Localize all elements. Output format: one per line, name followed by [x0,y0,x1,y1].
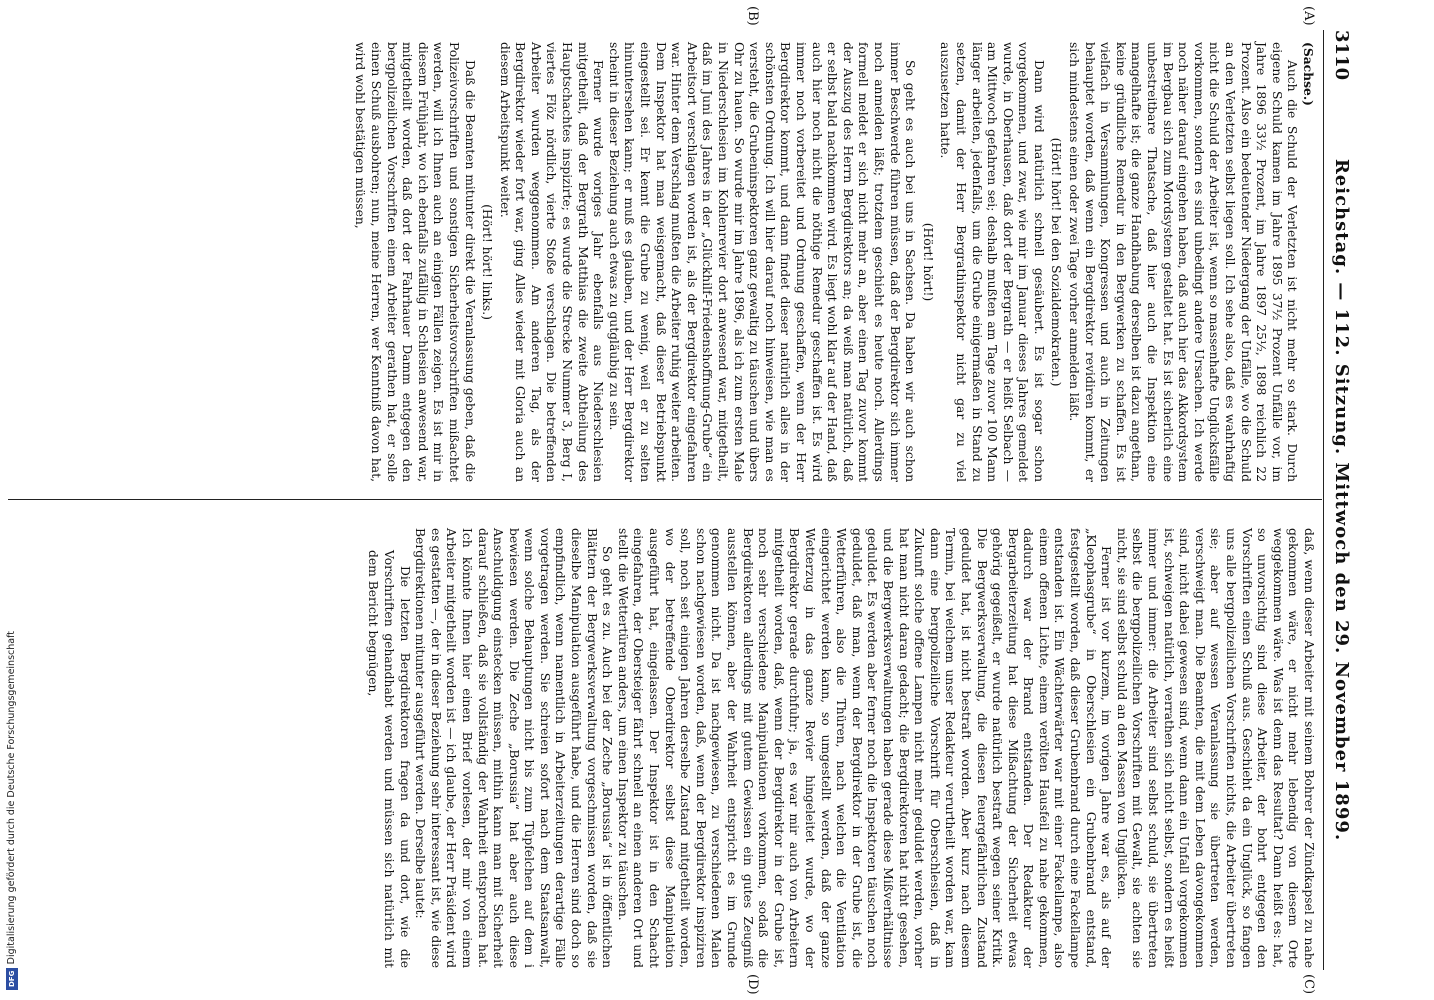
margin-marker-a: (A) [1301,6,1316,26]
paragraph: daß, wenn dieser Arbeiter mit seinem Bohrer der Zündkapsel zu nahe gekommen wäre, er nicht mehr lebendig von diesem Orte weggekommen wäre. Was ist denn das Resultat? Dann heißt es: hat, so unvorsichtig sind diese Arbeiter, der bohrt entgegen den Vorschriften einen Schuß aus. Geschieht da ein Unglück, so fangen uns alle bergpolizeilichen Vorschriften nichts, die Arbeiter übertreten sie; aber auf wessen Veranlassung sie übertreten werden, verschweigt man. Die Beamten, die mit dem Leben davongekommen sind, nicht dabei gewesen sind, wenn dann ein Unfall vorgekommen ist, schweigen natürlich, verrathen sich nicht selbst, sondern es heißt immer und immer: die Arbeiter sind selbst schuld, sie übertreten selbst die bergpolizeilichen Vorschriften mit Gewalt, sie achten sie nicht, sie sind selbst schuld an den Massen von Unglücken. [1114,528,1316,968]
paragraph: Auch die Schuld der Verletzten ist nicht mehr so stark. Durch eigene Schuld kamen im Jahre 1895 37½ Prozent Unfälle vor, im Jahre 1896 33½ Prozent, im Jahre 1897 25½, 1898 reichlich 22 Prozent. Also ein bedeutender Niedergang der Unfälle, wo die Schuld an den Verletzten selbst liegen soll. Ich sehe also, daß es wahrhaftig nicht die Schuld der Arbeiter ist, wenn so massenhafte Unglücksfälle vorkommen, sondern es sind unbedingt andere Ursachen. Ich werde noch näher darauf eingehen haben, daß auch hier das Akkordsystem im Bergbau sich zum Mordsystem gestaltet hat. Es ist sicherlich eine unbestreitbare Thatsache, daß hier auch die Inspektion eine mangelhafte ist; die ganze Handhabung derselben ist dazu angethan, keine gründliche Remedur in den Bergwerken zu schaffen. Es ist vielfach in Versammlungen, Kongressen und auch in Zeitungen behauptet worden, daß wenn ein Bergdirektor revidiren kommt, er sich mindestens einen oder zwei Tage vorher anmelden läßt. [1067,42,1300,482]
paragraph: So geht es zu. Auch bei der Zeche „Borussia“ ist in öffentlichen Blättern der Bergwerksverwaltung vorgeschmissen worden, daß sie dieselbe Manipulation ausgeführt habe, und die Herren sind doch so empfindlich, wenn namentlich in Arbeiterzeitungen derartige Fälle vorgetragen werden. Sie schreien sofort nach dem Staatsanwalt, wenn solche Behauptungen nicht bis zum Tüpfelchen auf dem i bewiesen werden. Die Zeche „Borussia“ hat aber auch diese Anschuldigung einstecken müssen, mithin kann man mit Sicherheit darauf schließen, daß sie vollständig der Wahrheit entsprochen hat. Ich könnte Ihnen hier einen Brief vorlesen, der mir von einem Arbeiter mitgetheilt worden ist — ich glaube, der Herr Präsident wird es gestatten —, der in dieser Beziehung sehr interessant ist, wie diese Bergdirektionen mitunter ausgeführt werden. Derselbe lautet: [413,528,615,968]
margin-marker-d: (D) [745,974,760,995]
paragraph: Ferner wurde voriges Jahr ebenfalls aus Niederschlesien mitgetheilt, daß der Bergrath Matthias die zweite Abtheilung des Hauptschachtes inspizirte; es wurde die Strecke Nummer 3, Berg I, viertes Flöz nördlich, vierte Stoße verschlagen. Die betreffenden Arbeiter wurden weggenommen. Am anderen Tag, als der Bergdirektor wieder fort war, ging Alles wieder mit Gloria auch an diesem Arbeitspunkt weiter. [497,42,606,482]
paragraph: Daß die Beamten mitunter direkt die Veranlassung geben, daß die Polizeivorschriften und sonstigen Sicherheitsvorschriften mißachtet werden, will ich Ihnen auch an einigen Fällen zeigen. Es ist mir in diesem Frühjahr, wo ich ebenfalls zufällig in Schlesien anwesend war, mitgetheilt worden, daß dort der Fahrhauer Damm entgegen den bergpolizeilichen Vorschriften einem Arbeiter gerathen hat, er solle einen Schuß ausbohren; nun, meine Herren, wer Kenntniß davon hat, wird wohl bestätigen müssen, [353,42,477,482]
right-column [365,528,1316,968]
interjection: (Hört! hört! links.) [480,204,495,320]
page-header [1328,30,1352,970]
paragraph: So geht es auch bei uns in Sachsen. Da haben wir auch schon immer Beschwerde führen müssen, daß der Bergdirektor sich immer noch anmelden läßt; trotzdem geschieht es heute noch. Allerdings formell meldet er sich nicht mehr an, aber einen Tag zuvor kommt der Auszug des Herrn Bergdirektors an; da weiß man natürlich, daß er selbst bald nachkommen wird. Es liegt wohl klar auf der Hand, daß auch hier noch nicht die nöthige Remedur geschaffen ist. Es wird immer noch vorbereitet und Ordnung geschaffen, wenn der Herr Bergdirektor kommt, und dann findet dieser natürlich alles in der schönsten Ordnung. Ich will hier darauf noch hinweisen, wie man es versteht, die Grubeninspektoren ganz gewaltig zu täuschen und übers Ohr zu hauen. So wurde mir im Jahre 1896, als ich zum ersten Male in Niederschlesien im Kohlenrevier dort anwesend war, mitgetheilt, daß im Juni des Jahres in der „Glückhilf-Friedenshoffnung-Grube“ ein Arbeitsort verschlagen worden ist, als der Bergdirektor eingefahren war. Hinter dem Verschlag mußten die Arbeiter ruhig weiter arbeiten. Dem Inspektor hat man weisgemacht, daß dieser Betriebspunkt eingestellt sei. Er kennt die Grube zu wenig, weil er zu selten hinuntersehen kann; er muß es glauben, und der Herr Bergdirektor scheint in dieser Beziehung auch etwas zu gutgläubig zu sein. [606,42,918,482]
margin-marker-b: (B) [745,6,760,26]
interjection: (Hört! hört! bei den Sozialdemokraten.) [1049,137,1064,387]
column-divider [8,499,1322,500]
paragraph: Dann wird natürlich schnell gesäubert. Es ist sogar schon vorgekommen, und zwar, wie mir im Januar dieses Jahres gemeldet wurde, in Oberhausen, daß dort der Bergrath — er heißt Selbach — am Mittwoch gefahren sei; deshalb mußten am Tage zuvor 100 Mann länger arbeiten, jedenfalls, um die Grube einigermaßen in Stand zu setzen, damit der Herr Bergrathinspektor nicht gar zu viel auszusetzen hatte. [938,42,1046,482]
margin-marker-c: (C) [1301,974,1316,995]
interjection: (Hört! hört!) [920,222,935,302]
dfg-logo: DFG [6,968,18,990]
page-number: 3110 [1331,30,1352,81]
header-rule [1323,30,1324,970]
left-column [352,42,1316,482]
speaker-name: (Sachse.) [1301,42,1316,106]
paragraph: Ferner ist vor kurzem, im vorigen Jahre war es, als auf der „Kleophasgrube“ in Oberschlesien ein Grubenbrand entstand, festgestellt worden, daß dieser Grubenbrand durch eine Fackellampe entstanden ist. Ein Wächterwärter war mit einer Fackellampe, also einem offenen Lichte, einem verölten Hausfeil zu nahe gekommen, dadurch war der Brand entstanden. Der Redakteur der Bergarbeiterzeitung hat diese Mißachtung der Sicherheit etwas gehörig gegeißelt, er wurde natürlich bestraft wegen seiner Kritik. Die Bergwerksverwaltung, die diesen feuergefährlichen Zustand geduldet hat, ist nicht bestraft worden. Aber kurz nach diesem Termin, bei welchem unser Redakteur verurtheilt worden war, kam dann eine bergpolizeiliche Vorschrift für Oberschlesien, daß in Zukunft solche offene Lampen nicht mehr geduldet werden, vorher hat man nicht daran gedacht; die Bergdirektoren hat nicht gesehen, und die Bergwerksverwaltungen haben gerade diese Mißverhältnisse geduldet. Es werden aber ferner noch die Inspektoren täuschen noch geduldet, daß man, wenn der Bergdirektor in der Grube ist, die Wetterführen, also die Thüren, nach welchen die Ventilation eingerichtet werden kann, so umgestellt werden, daß der ganze Wetterzug in das ganze Revier hingeleitet wurde, wo der Bergdirektor gerade durchfuhr; ja, es war mir auch von Arbeitern mitgetheilt worden, daß, wenn der Bergdirektor in der Grube ist, noch sehr verschiedene Manipulationen vorkommen, sodaß die Bergdirektoren allerdings mit gutem Gewissen ein gutes Zeugniß ausstellen können, aber der Wahrheit entspricht es im Grunde genommen nicht. Da ist nachgewiesen, zu verschiedenen Malen schon nachgewiesen worden, daß, wenn der Bergdirektor inspiziren soll, noch seit einigen Jahren derselbe Zustand mitgetheilt worden, wo der betreffende Oberdirektor selbst diese Manipulation ausgeführt hat, eingelassen. Der Inspektor ist in den Schacht eingefahren, der Obersteiger fährt schnell an einen anderen Ort und stellt die Wettertüren anders, um einen Inspektor zu täuschen. [615,528,1114,968]
funding-note: Digitalisierung gefördert durch die Deutsche Forschungsgemeinschaft [6,630,17,964]
running-title: Reichstag. — 112. Sitzung. Mittwoch den 29. November 1899. [1331,158,1352,842]
quoted-letter: Die letzten Bergdirektoren fragen da und dort, wie die Vorschriften gehandhabt werden und müssen sich natürlich mit dem Bericht begnügen, [366,550,412,968]
